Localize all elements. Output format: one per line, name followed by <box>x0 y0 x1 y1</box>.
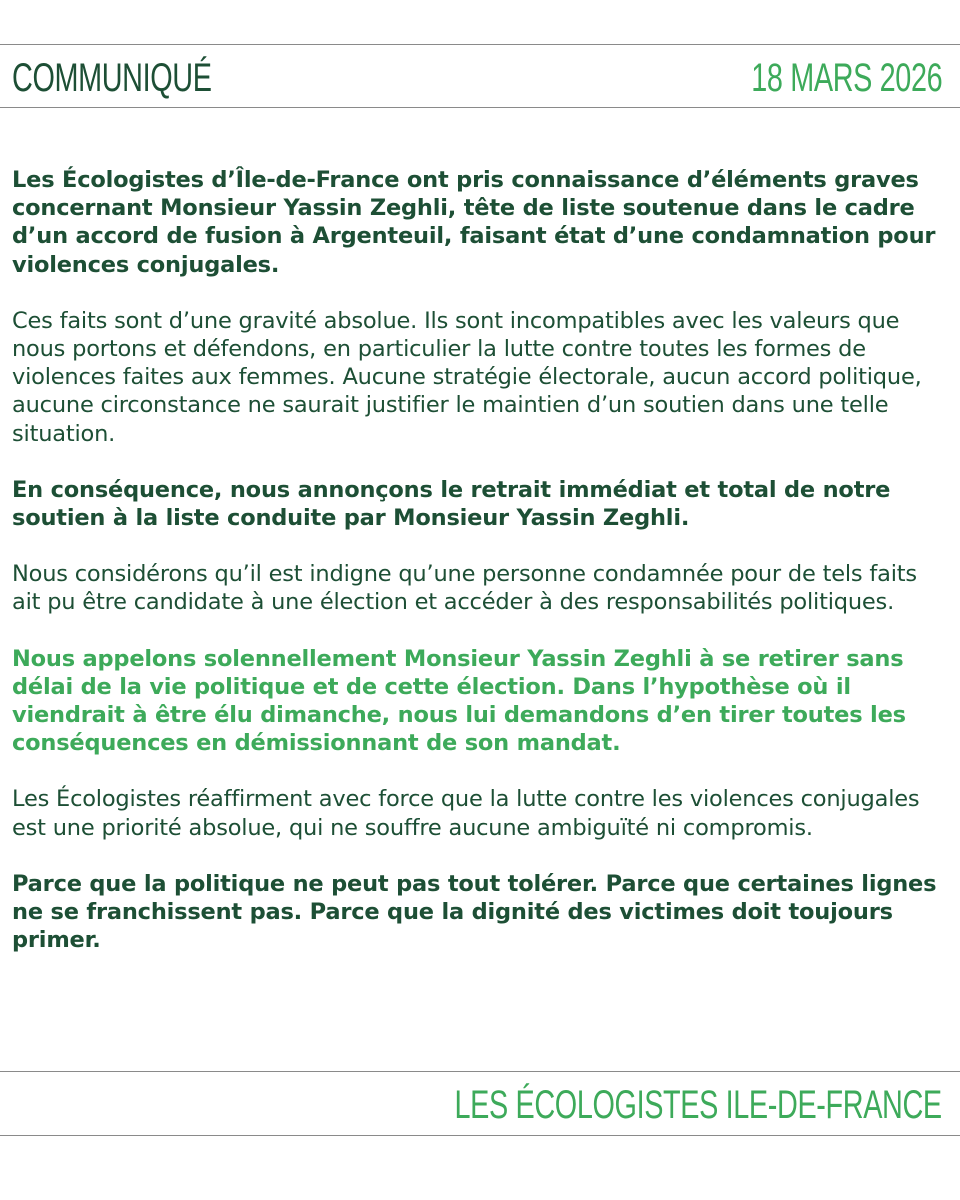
paragraph-withdrawal: En conséquence, nous annonçons le retrait immédiat et total de notre soutien à la liste conduite par Monsieur Yassin Zeghli. <box>12 476 891 532</box>
paragraph-unworthy: Nous considérons qu’il est indigne qu’une personne condamnée pour de tels faits ait pu être candidate à une élection et accéder à des responsabilités politiques. <box>12 561 917 616</box>
document-title: COMMUNIQUÉ <box>12 56 212 100</box>
header-bottom-rule <box>0 107 960 108</box>
footer-bottom-rule <box>0 1135 960 1136</box>
document-date: 18 MARS 2026 <box>750 56 942 100</box>
paragraph-intro: Les Écologistes d’Île-de-France ont pris connaissance d’éléments graves concernant Monsieur Yassin Zeghli, tête de liste soutenue dans le cadre d’un accord de fusion à Argenteuil, faisant état d’une condamnation pour violences conjugales. <box>12 167 936 278</box>
footer-top-rule <box>0 1071 960 1072</box>
press-release-body <box>12 166 942 982</box>
paragraph-gravity: Ces faits sont d’une gravité absolue. Ils sont incompatibles avec les valeurs que nous portons et défendons, en particulier la lutte contre toutes les formes de violences faites aux femmes. Aucune stratégie électorale, aucun accord politique, aucune circonstance ne saurait justifier le maintien d’un soutien dans une telle situation. <box>12 307 922 447</box>
paragraph-conclusion: Parce que la politique ne peut pas tout tolérer. Parce que certaines lignes ne se franchissent pas. Parce que la dignité des victimes doit toujours primer. <box>12 870 937 954</box>
paragraph-call-to-resign: Nous appelons solennellement Monsieur Yassin Zeghli à se retirer sans délai de la vie politique et de cette élection. Dans l’hypothèse où il viendrait à être élu dimanche, nous lui demandons d’en tirer toutes les conséquences en démissionnant de son mandat. <box>12 645 906 757</box>
signature: LES ÉCOLOGISTES ILE-DE-FRANCE <box>454 1083 942 1127</box>
header-top-rule <box>0 44 960 45</box>
paragraph-reaffirm: Les Écologistes réaffirment avec force que la lutte contre les violences conjugales est une priorité absolue, qui ne souffre aucune ambiguïté ni compromis. <box>12 786 920 841</box>
